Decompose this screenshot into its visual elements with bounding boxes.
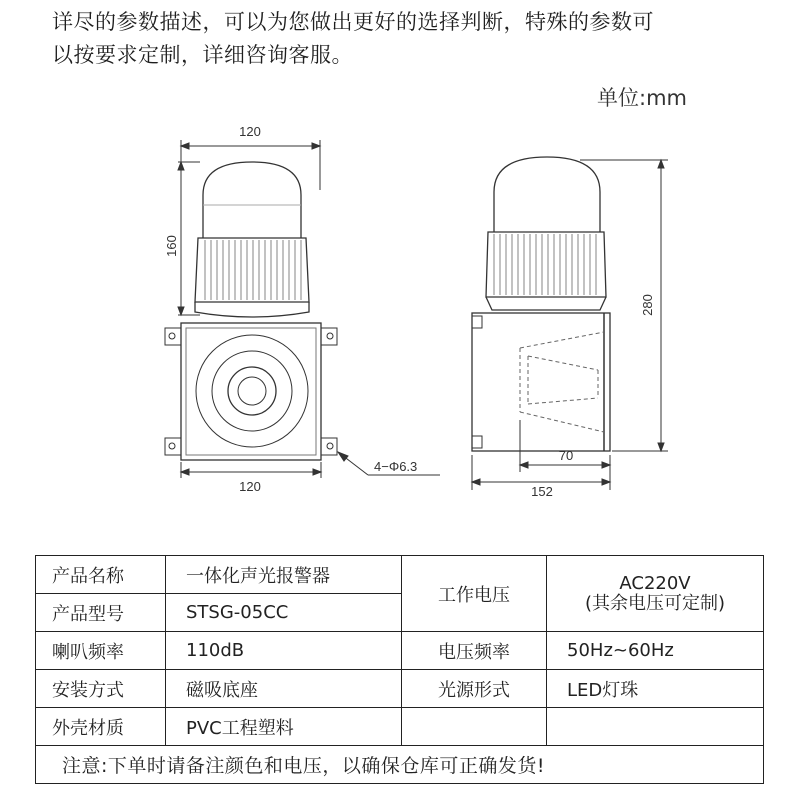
spec-label: 工作电压 (402, 556, 547, 632)
spec-value: 磁吸底座 (166, 670, 402, 708)
spec-value-voltage (547, 556, 764, 632)
technical-drawing (0, 110, 800, 530)
empty-cell (547, 708, 764, 746)
spec-value: 一体化声光报警器 (166, 556, 402, 594)
dim-hole-label: 4−Φ6.3 (374, 459, 418, 474)
spec-value: 110dB (166, 632, 402, 670)
spec-table (35, 555, 764, 784)
dim-front-head-height: 160 (164, 235, 179, 257)
spec-label: 喇叭频率 (36, 632, 166, 670)
dim-side-height: 280 (640, 294, 655, 316)
side-view (472, 157, 668, 490)
table-row (36, 632, 764, 670)
dim-side-base-width: 152 (531, 484, 553, 499)
spec-label: 安装方式 (36, 670, 166, 708)
dim-side-horn-width: 70 (558, 448, 574, 463)
spec-label: 产品名称 (36, 556, 166, 594)
intro-line-2: 以按要求定制，详细咨询客服。 (52, 43, 353, 67)
dim-front-top-width: 120 (239, 124, 261, 139)
intro-line-1: 详尽的参数描述，可以为您做出更好的选择判断，特殊的参数可 (52, 10, 654, 34)
dim-front-base-width: 120 (239, 479, 261, 494)
front-view (165, 140, 440, 478)
spec-value: STSG-05CC (166, 594, 402, 632)
voltage-line-2: (其余电压可定制) (584, 592, 726, 614)
spec-value: PVC工程塑料 (166, 708, 402, 746)
table-row (36, 746, 764, 784)
spec-label: 电压频率 (402, 632, 547, 670)
table-row (36, 670, 764, 708)
voltage-line-1: AC220V (619, 572, 691, 594)
table-row (36, 708, 764, 746)
empty-cell (402, 708, 547, 746)
spec-label: 产品型号 (36, 594, 166, 632)
spec-value: 50Hz~60Hz (547, 632, 764, 670)
spec-value: LED灯珠 (547, 670, 764, 708)
unit-label: 单位:mm (597, 86, 687, 110)
intro-text (52, 6, 772, 72)
spec-label: 外壳材质 (36, 708, 166, 746)
table-row (36, 556, 764, 594)
order-note: 注意:下单时请备注颜色和电压，以确保仓库可正确发货! (36, 746, 764, 784)
spec-label: 光源形式 (402, 670, 547, 708)
